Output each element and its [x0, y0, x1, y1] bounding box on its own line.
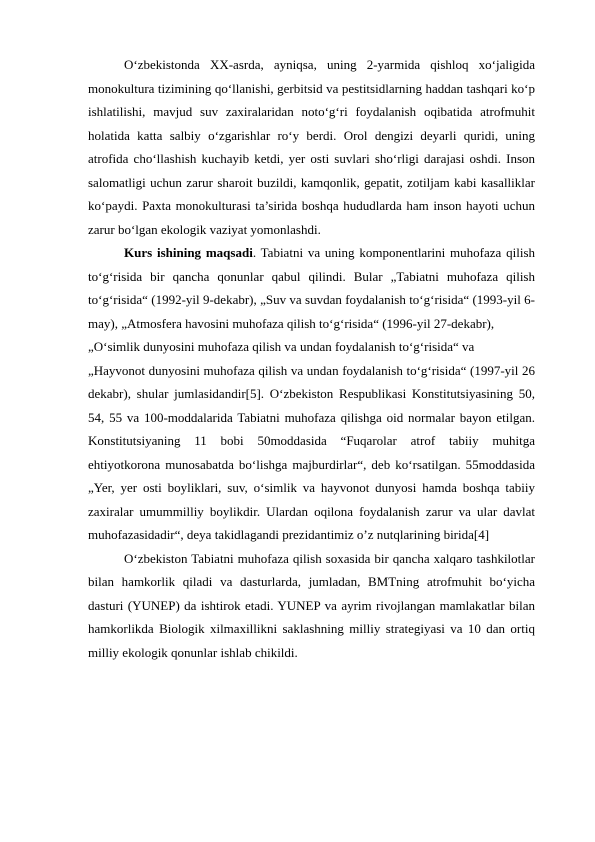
paragraph-fauna-law: „Hayvonot dunyosini muhofaza qilish va undan foydalanish to‘g‘risida“ (1997-yil 26 dekabr), shular jumlasidandir[5]. O‘zbekiston Respublikasi Konstitutsiyasining 50, 54, 55 va 100-moddalarida Tabiatni muhofaza qilishga oid normalar bayon etilgan. Konstitutsiyaning 11 bobi 50moddasida “Fuqarolar atrof tabiiy muhitga ehtiyotkorona munosabatda bo‘lishga majburdirlar“, deb ko‘rsatilgan. 55moddasida „Yer, yer osti boyliklari, suv, o‘simlik va hayvonot dunyosi hamda boshqa tabiiy zaxiralar umummilliy boylikdir. Ulardan oqilona foydalanish zarur va ular davlat muhofazasidadir“, deya takidlagandi prezidantimiz o’z nutqlarining birida[4]: [88, 362, 535, 542]
aim-text: . Tabiatni va uning komponentlarini muhofaza qilish to‘g‘risida bir qancha qonunlar qabul qilindi. Bular „Tabiatni muhofaza qilish to‘g‘risida“ (1992-yil 9-dekabr), „Suv va suvdan foydalanish to‘g‘risida“ (1993-yil 6-may), „Atmosfera havosini muhofaza qilish to‘g‘risida“ (1996-yil 27-dekabr),: [88, 245, 536, 331]
paragraph-flora-law: „O‘simlik dunyosini muhofaza qilish va undan foydalanish to‘g‘risida“ va: [88, 339, 475, 354]
paragraph-aim: [88, 241, 535, 335]
document-page: [88, 53, 535, 664]
aim-heading: Kurs ishining maqsadi: [124, 245, 253, 260]
paragraph-international: O‘zbekiston Tabiatni muhofaza qilish soxasida bir qancha xalqaro tashkilotlar bilan hamkorlik qiladi va dasturlarda, jumladan, BMTning atrofmuhit bo‘yicha dasturi (YUNEP) da ishtirok etadi. YUNEP va ayrim rivojlangan mamlakatlar bilan hamkorlikda Biologik xilmaxillikni saklashning milliy strategiyasi va 10 dan ortiq milliy ekologik qonunlar ishlab chikildi.: [88, 550, 535, 660]
paragraph-intro: O‘zbekistonda XX-asrda, ayniqsa, uning 2-yarmida qishloq xo‘jaligida monokultura tizimining qo‘llanishi, gerbitsid va pestitsidlarning haddan tashqari ko‘p ishlatilishi, mavjud suv zaxiralaridan noto‘g‘ri foydalanish oqibatida atrofmuhit holatida katta salbiy o‘zgarishlar ro‘y berdi. Orol dengizi deyarli quridi, uning atrofida cho‘llashish kuchayib ketdi, yer osti suvlari sho‘rligi darajasi oshdi. Inson salomatligi uchun zarur sharoit buzildi, kamqonlik, gepatit, zotiljam kabi kasalliklar ko‘paydi. Paxta monokulturasi ta’sirida boshqa hududlarda ham inson hayoti uchun zarur bo‘lgan ekologik vaziyat yomonlashdi.: [88, 57, 535, 237]
